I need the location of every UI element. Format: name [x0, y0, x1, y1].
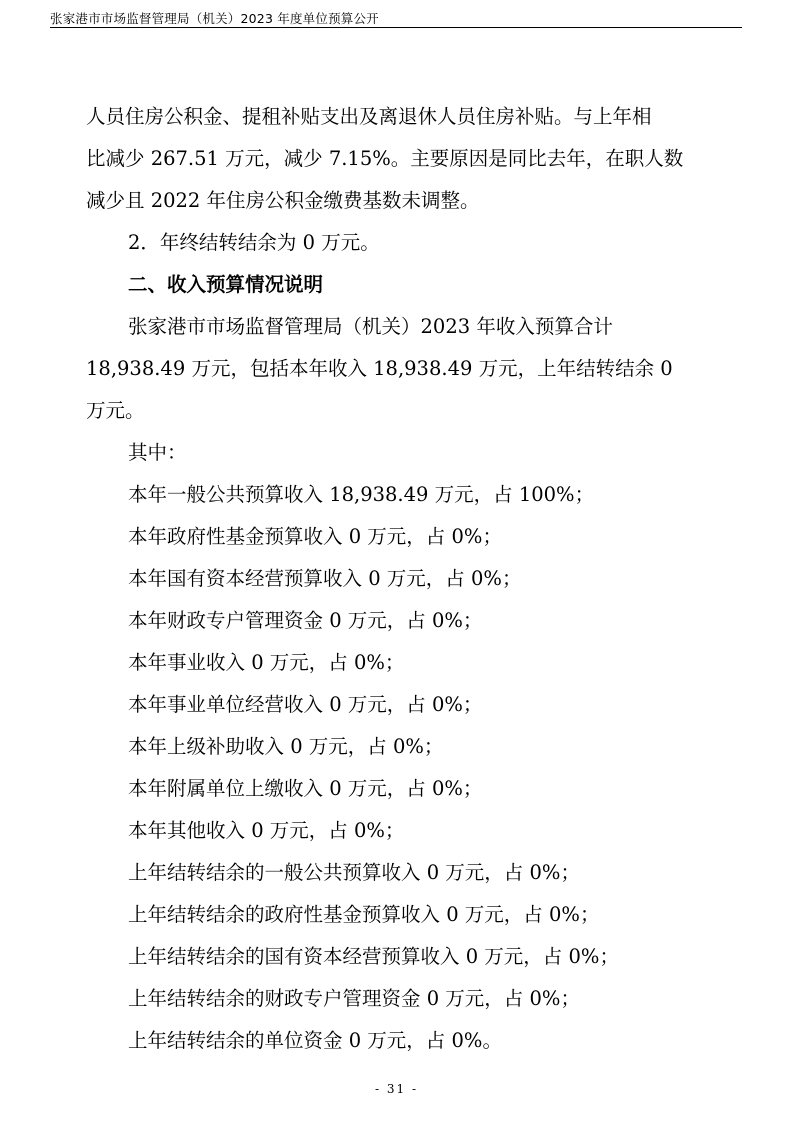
body-line: 2．年终结转结余为 0 万元。 — [128, 231, 380, 254]
body-line: 张家港市市场监督管理局（机关）2023 年收入预算合计 — [128, 315, 613, 338]
body-line: 上年结转结余的政府性基金预算收入 0 万元，占 0%； — [128, 903, 600, 926]
body-line: 上年结转结余的单位资金 0 万元，占 0%。 — [128, 1029, 502, 1052]
body-line: 本年财政专户管理资金 0 万元，占 0%； — [128, 609, 483, 632]
body-line: 本年附属单位上缴收入 0 万元，占 0%； — [128, 777, 483, 800]
body-line: 本年事业收入 0 万元，占 0%； — [128, 651, 405, 674]
body-line: 本年上级补助收入 0 万元，占 0%； — [128, 735, 444, 758]
body-line: 上年结转结余的财政专户管理资金 0 万元，占 0%； — [128, 987, 580, 1010]
header-divider — [50, 27, 742, 28]
body-line: 本年政府性基金预算收入 0 万元，占 0%； — [128, 525, 502, 548]
page-number: - 31 - — [374, 1082, 418, 1096]
body-line: 其中： — [128, 441, 187, 464]
body-line: 上年结转结余的一般公共预算收入 0 万元，占 0%； — [128, 861, 580, 884]
body-line: 本年事业单位经营收入 0 万元，占 0%； — [128, 693, 483, 716]
body-line: 减少且 2022 年住房公积金缴费基数未调整。 — [86, 189, 480, 212]
section-heading: 二、收入预算情况说明 — [128, 273, 324, 296]
body-line: 人员住房公积金、提租补贴支出及离退休人员住房补贴。与上年相 — [86, 105, 652, 128]
body-line: 上年结转结余的国有资本经营预算收入 0 万元，占 0%； — [128, 945, 619, 968]
body-line: 本年其他收入 0 万元，占 0%； — [128, 819, 405, 842]
body-line: 比减少 267.51 万元，减少 7.15%。主要原因是同比去年，在职人数 — [86, 147, 684, 170]
body-line: 本年国有资本经营预算收入 0 万元，占 0%； — [128, 567, 522, 590]
body-line: 18,938.49 万元，包括本年收入 18,938.49 万元，上年结转结余 0 — [86, 357, 673, 380]
running-header: 张家港市市场监督管理局（机关）2023 年度单位预算公开 — [50, 11, 379, 26]
body-line: 万元。 — [86, 399, 145, 422]
body-line: 本年一般公共预算收入 18,938.49 万元，占 100%； — [128, 483, 595, 506]
